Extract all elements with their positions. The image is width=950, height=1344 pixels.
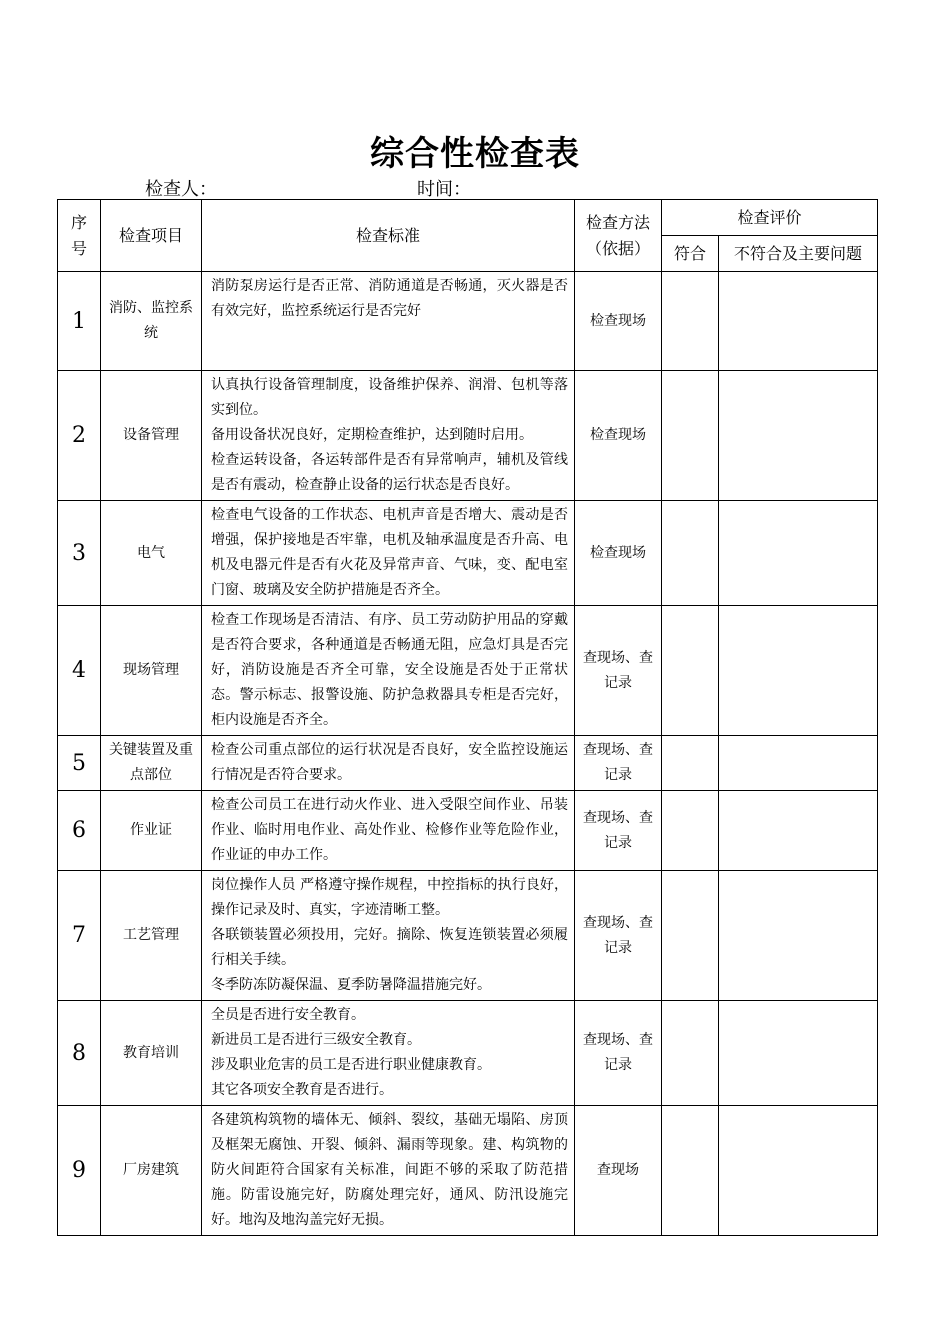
conform-cell[interactable] xyxy=(662,1106,719,1236)
table-row xyxy=(58,791,878,871)
standard-line: 各联锁装置必须投用，完好。摘除、恢复连锁装置必须履行相关手续。 xyxy=(211,927,568,968)
nonconform-cell[interactable] xyxy=(719,871,878,1001)
table-row xyxy=(58,371,878,501)
standard-line: 消防泵房运行是否正常、消防通道是否畅通，灭火器是否有效完好，监控系统运行是否完好 xyxy=(211,278,568,319)
nonconform-cell[interactable] xyxy=(719,371,878,501)
check-standard xyxy=(202,371,575,501)
standard-line: 备用设备状况良好，定期检查维护，达到随时启用。 xyxy=(211,427,533,443)
standard-line: 各建筑构筑物的墙体无、倾斜、裂纹，基础无塌陷、房顶及框架无腐蚀、开裂、倾斜、漏雨等现象。建、构筑物的防火间距符合国家有关标准，间距不够的采取了防范措施。防雷设施完好，防腐处理完好，通风、防汛设施完好。地沟及地沟盖完好无损。 xyxy=(211,1112,568,1228)
row-number: 6 xyxy=(58,791,101,871)
standard-line: 冬季防冻防凝保温、夏季防暑降温措施完好。 xyxy=(211,977,491,993)
row-number: 8 xyxy=(58,1001,101,1106)
check-method: 查现场、查记录 xyxy=(575,736,662,791)
check-standard xyxy=(202,501,575,606)
check-item: 教育培训 xyxy=(101,1001,202,1106)
standard-line: 其它各项安全教育是否进行。 xyxy=(211,1082,393,1098)
nonconform-cell[interactable] xyxy=(719,606,878,736)
standard-line: 检查公司重点部位的运行状况是否良好，安全监控设施运行情况是否符合要求。 xyxy=(211,742,568,783)
table-row xyxy=(58,871,878,1001)
header-conform: 符合 xyxy=(662,236,719,272)
header-nonconform: 不符合及主要问题 xyxy=(719,236,878,272)
row-number: 7 xyxy=(58,871,101,1001)
header-item: 检查项目 xyxy=(101,200,202,272)
check-standard xyxy=(202,736,575,791)
header-seq: 序号 xyxy=(58,200,101,272)
inspector-label: 检查人： xyxy=(145,179,217,200)
nonconform-cell[interactable] xyxy=(719,272,878,371)
check-method: 查现场、查记录 xyxy=(575,871,662,1001)
table-row xyxy=(58,736,878,791)
check-method: 检查现场 xyxy=(575,501,662,606)
row-number: 9 xyxy=(58,1106,101,1236)
time-label: 时间： xyxy=(417,179,471,200)
check-standard xyxy=(202,272,575,371)
standard-line: 涉及职业危害的员工是否进行职业健康教育。 xyxy=(211,1057,491,1073)
table-row xyxy=(58,1001,878,1106)
table-row xyxy=(58,1106,878,1236)
check-method: 查现场、查记录 xyxy=(575,1001,662,1106)
row-number: 4 xyxy=(58,606,101,736)
check-item: 工艺管理 xyxy=(101,871,202,1001)
nonconform-cell[interactable] xyxy=(719,791,878,871)
check-item: 消防、监控系统 xyxy=(101,272,202,371)
header-evaluation: 检查评价 xyxy=(662,200,878,236)
table-row xyxy=(58,501,878,606)
row-number: 5 xyxy=(58,736,101,791)
check-item: 设备管理 xyxy=(101,371,202,501)
check-method: 检查现场 xyxy=(575,371,662,501)
inspection-table xyxy=(57,199,878,1236)
standard-line: 岗位操作人员 严格遵守操作规程，中控指标的执行良好，操作记录及时、真实，字迹清晰工整。 xyxy=(211,877,568,918)
nonconform-cell[interactable] xyxy=(719,1001,878,1106)
check-item: 作业证 xyxy=(101,791,202,871)
nonconform-cell[interactable] xyxy=(719,736,878,791)
check-item: 电气 xyxy=(101,501,202,606)
check-standard xyxy=(202,1001,575,1106)
standard-line: 检查公司员工在进行动火作业、进入受限空间作业、吊装作业、临时用电作业、高处作业、检修作业等危险作业，作业证的申办工作。 xyxy=(211,797,568,863)
check-method: 查现场、查记录 xyxy=(575,606,662,736)
page-title: 综合性检查表 xyxy=(370,134,580,174)
standard-line: 全员是否进行安全教育。 xyxy=(211,1007,365,1023)
conform-cell[interactable] xyxy=(662,791,719,871)
standard-line: 新进员工是否进行三级安全教育。 xyxy=(211,1032,421,1048)
conform-cell[interactable] xyxy=(662,1001,719,1106)
conform-cell[interactable] xyxy=(662,736,719,791)
check-method: 检查现场 xyxy=(575,272,662,371)
check-item: 关键装置及重点部位 xyxy=(101,736,202,791)
check-item: 现场管理 xyxy=(101,606,202,736)
header-method: 检查方法（依据） xyxy=(575,200,662,272)
conform-cell[interactable] xyxy=(662,272,719,371)
nonconform-cell[interactable] xyxy=(719,501,878,606)
conform-cell[interactable] xyxy=(662,606,719,736)
nonconform-cell[interactable] xyxy=(719,1106,878,1236)
check-standard xyxy=(202,871,575,1001)
standard-line: 检查电气设备的工作状态、电机声音是否增大、震动是否增强，保护接地是否牢靠，电机及轴承温度是否升高、电机及电器元件是否有火花及异常声音、气味，变、配电室门窗、玻璃及安全防护措施是否齐全。 xyxy=(211,507,568,598)
check-method: 查现场 xyxy=(575,1106,662,1236)
row-number: 1 xyxy=(58,272,101,371)
conform-cell[interactable] xyxy=(662,371,719,501)
row-number: 2 xyxy=(58,371,101,501)
check-standard xyxy=(202,606,575,736)
table-row xyxy=(58,606,878,736)
check-method: 查现场、查记录 xyxy=(575,791,662,871)
check-standard xyxy=(202,1106,575,1236)
standard-line: 认真执行设备管理制度，设备维护保养、润滑、包机等落实到位。 xyxy=(211,377,568,418)
check-standard xyxy=(202,791,575,871)
conform-cell[interactable] xyxy=(662,501,719,606)
check-item: 厂房建筑 xyxy=(101,1106,202,1236)
row-number: 3 xyxy=(58,501,101,606)
standard-line: 检查工作现场是否清洁、有序、员工劳动防护用品的穿戴是否符合要求，各种通道是否畅通无阻，应急灯具是否完好，消防设施是否齐全可靠，安全设施是否处于正常状态。警示标志、报警设施、防护急救器具专柜是否完好，柜内设施是否齐全。 xyxy=(211,612,568,728)
header-standard: 检查标准 xyxy=(202,200,575,272)
table-row xyxy=(58,272,878,371)
conform-cell[interactable] xyxy=(662,871,719,1001)
standard-line: 检查运转设备，各运转部件是否有异常响声，辅机及管线是否有震动，检查静止设备的运行状态是否良好。 xyxy=(211,452,568,493)
